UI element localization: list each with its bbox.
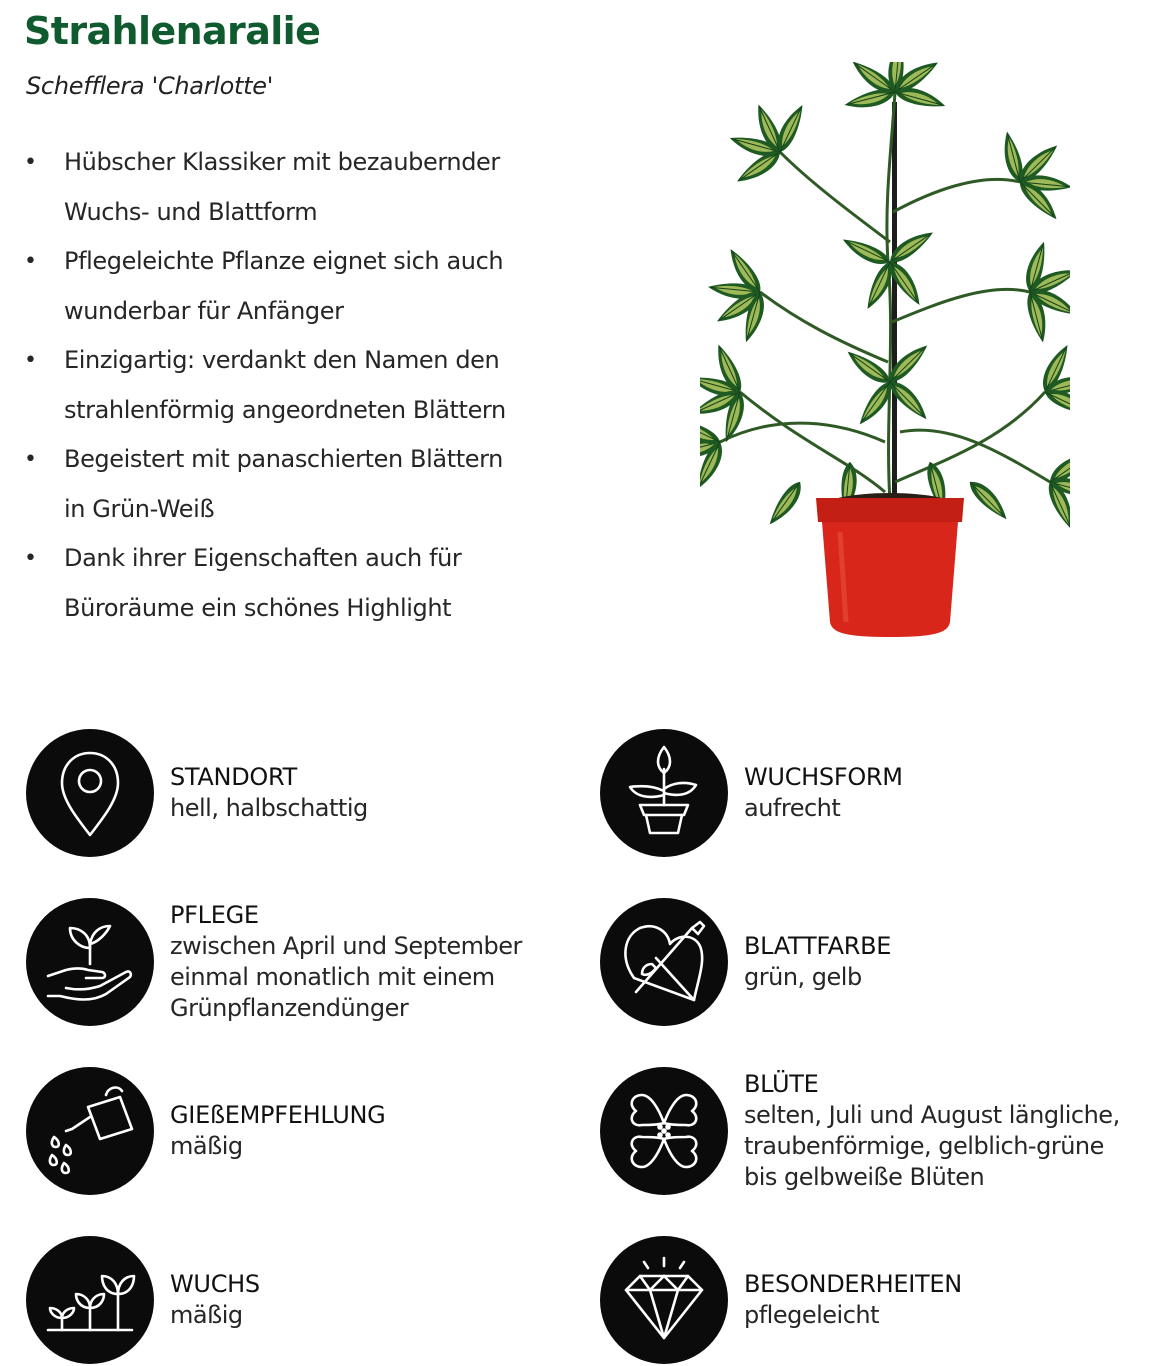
bullet-icon: • [24, 447, 37, 472]
attribute-value: pflegeleicht [744, 1301, 880, 1329]
bullet-icon: • [24, 348, 37, 373]
flower-icon [600, 1067, 728, 1195]
attribute-blattfarbe [600, 898, 1160, 1028]
attribute-pflege [26, 898, 586, 1028]
attribute-giessempfehlung [26, 1067, 586, 1197]
attribute-label: PFLEGE [170, 901, 259, 929]
attribute-standort [26, 729, 586, 859]
attribute-value: hell, halbschattig [170, 794, 368, 822]
feature-text: Hübscher Klassiker mit bezaubernder Wuchs- und Blattform [64, 148, 500, 226]
feature-text: Pflegeleichte Pflanze eignet sich auch wunderbar für Anfänger [64, 247, 504, 325]
plant-image [700, 62, 1070, 642]
attribute-label: BLÜTE [744, 1070, 819, 1098]
feature-text: Begeistert mit panaschierten Blättern in Grün-Weiß [64, 445, 503, 523]
feature-item [22, 138, 582, 237]
location-pin-icon [26, 729, 154, 857]
feature-text: Dank ihrer Eigenschaften auch für Büroräume ein schönes Highlight [64, 544, 462, 622]
attribute-value: selten, Juli und August längliche, traubenförmige, gelblich-grüne bis gelbweiße Blüten [744, 1101, 1120, 1191]
attribute-label: WUCHSFORM [744, 763, 903, 791]
attribute-value: mäßig [170, 1301, 243, 1329]
potted-plant-icon [600, 729, 728, 857]
attribute-label: BLATTFARBE [744, 932, 892, 960]
feature-item [22, 237, 582, 336]
feature-text: Einzigartig: verdankt den Namen den strahlenförmig angeordneten Blättern [64, 346, 506, 424]
attribute-label: WUCHS [170, 1270, 260, 1298]
bullet-icon: • [24, 249, 37, 274]
attribute-label: BESONDERHEITEN [744, 1270, 962, 1298]
attribute-label: GIEßEMPFEHLUNG [170, 1101, 386, 1129]
bullet-icon: • [24, 150, 37, 175]
botanical-name: Schefflera 'Charlotte' [26, 72, 274, 100]
attribute-value: zwischen April und September einmal monatlich mit einem Grünpflanzendünger [170, 932, 522, 1022]
growing-sprouts-icon [26, 1236, 154, 1364]
leaf-brush-icon [600, 898, 728, 1026]
hand-seedling-icon [26, 898, 154, 1026]
attribute-bluete [600, 1067, 1160, 1197]
diamond-icon [600, 1236, 728, 1364]
attribute-value: grün, gelb [744, 963, 862, 991]
feature-item [22, 534, 582, 633]
attribute-value: aufrecht [744, 794, 841, 822]
feature-item [22, 336, 582, 435]
page-title: Strahlenaralie [24, 9, 321, 53]
attribute-besonderheiten [600, 1236, 1160, 1366]
watering-can-icon [26, 1067, 154, 1195]
attribute-value: mäßig [170, 1132, 243, 1160]
attribute-wuchs [26, 1236, 586, 1366]
feature-list [22, 138, 582, 633]
attribute-wuchsform [600, 729, 1160, 859]
feature-item [22, 435, 582, 534]
bullet-icon: • [24, 546, 37, 571]
attribute-label: STANDORT [170, 763, 297, 791]
